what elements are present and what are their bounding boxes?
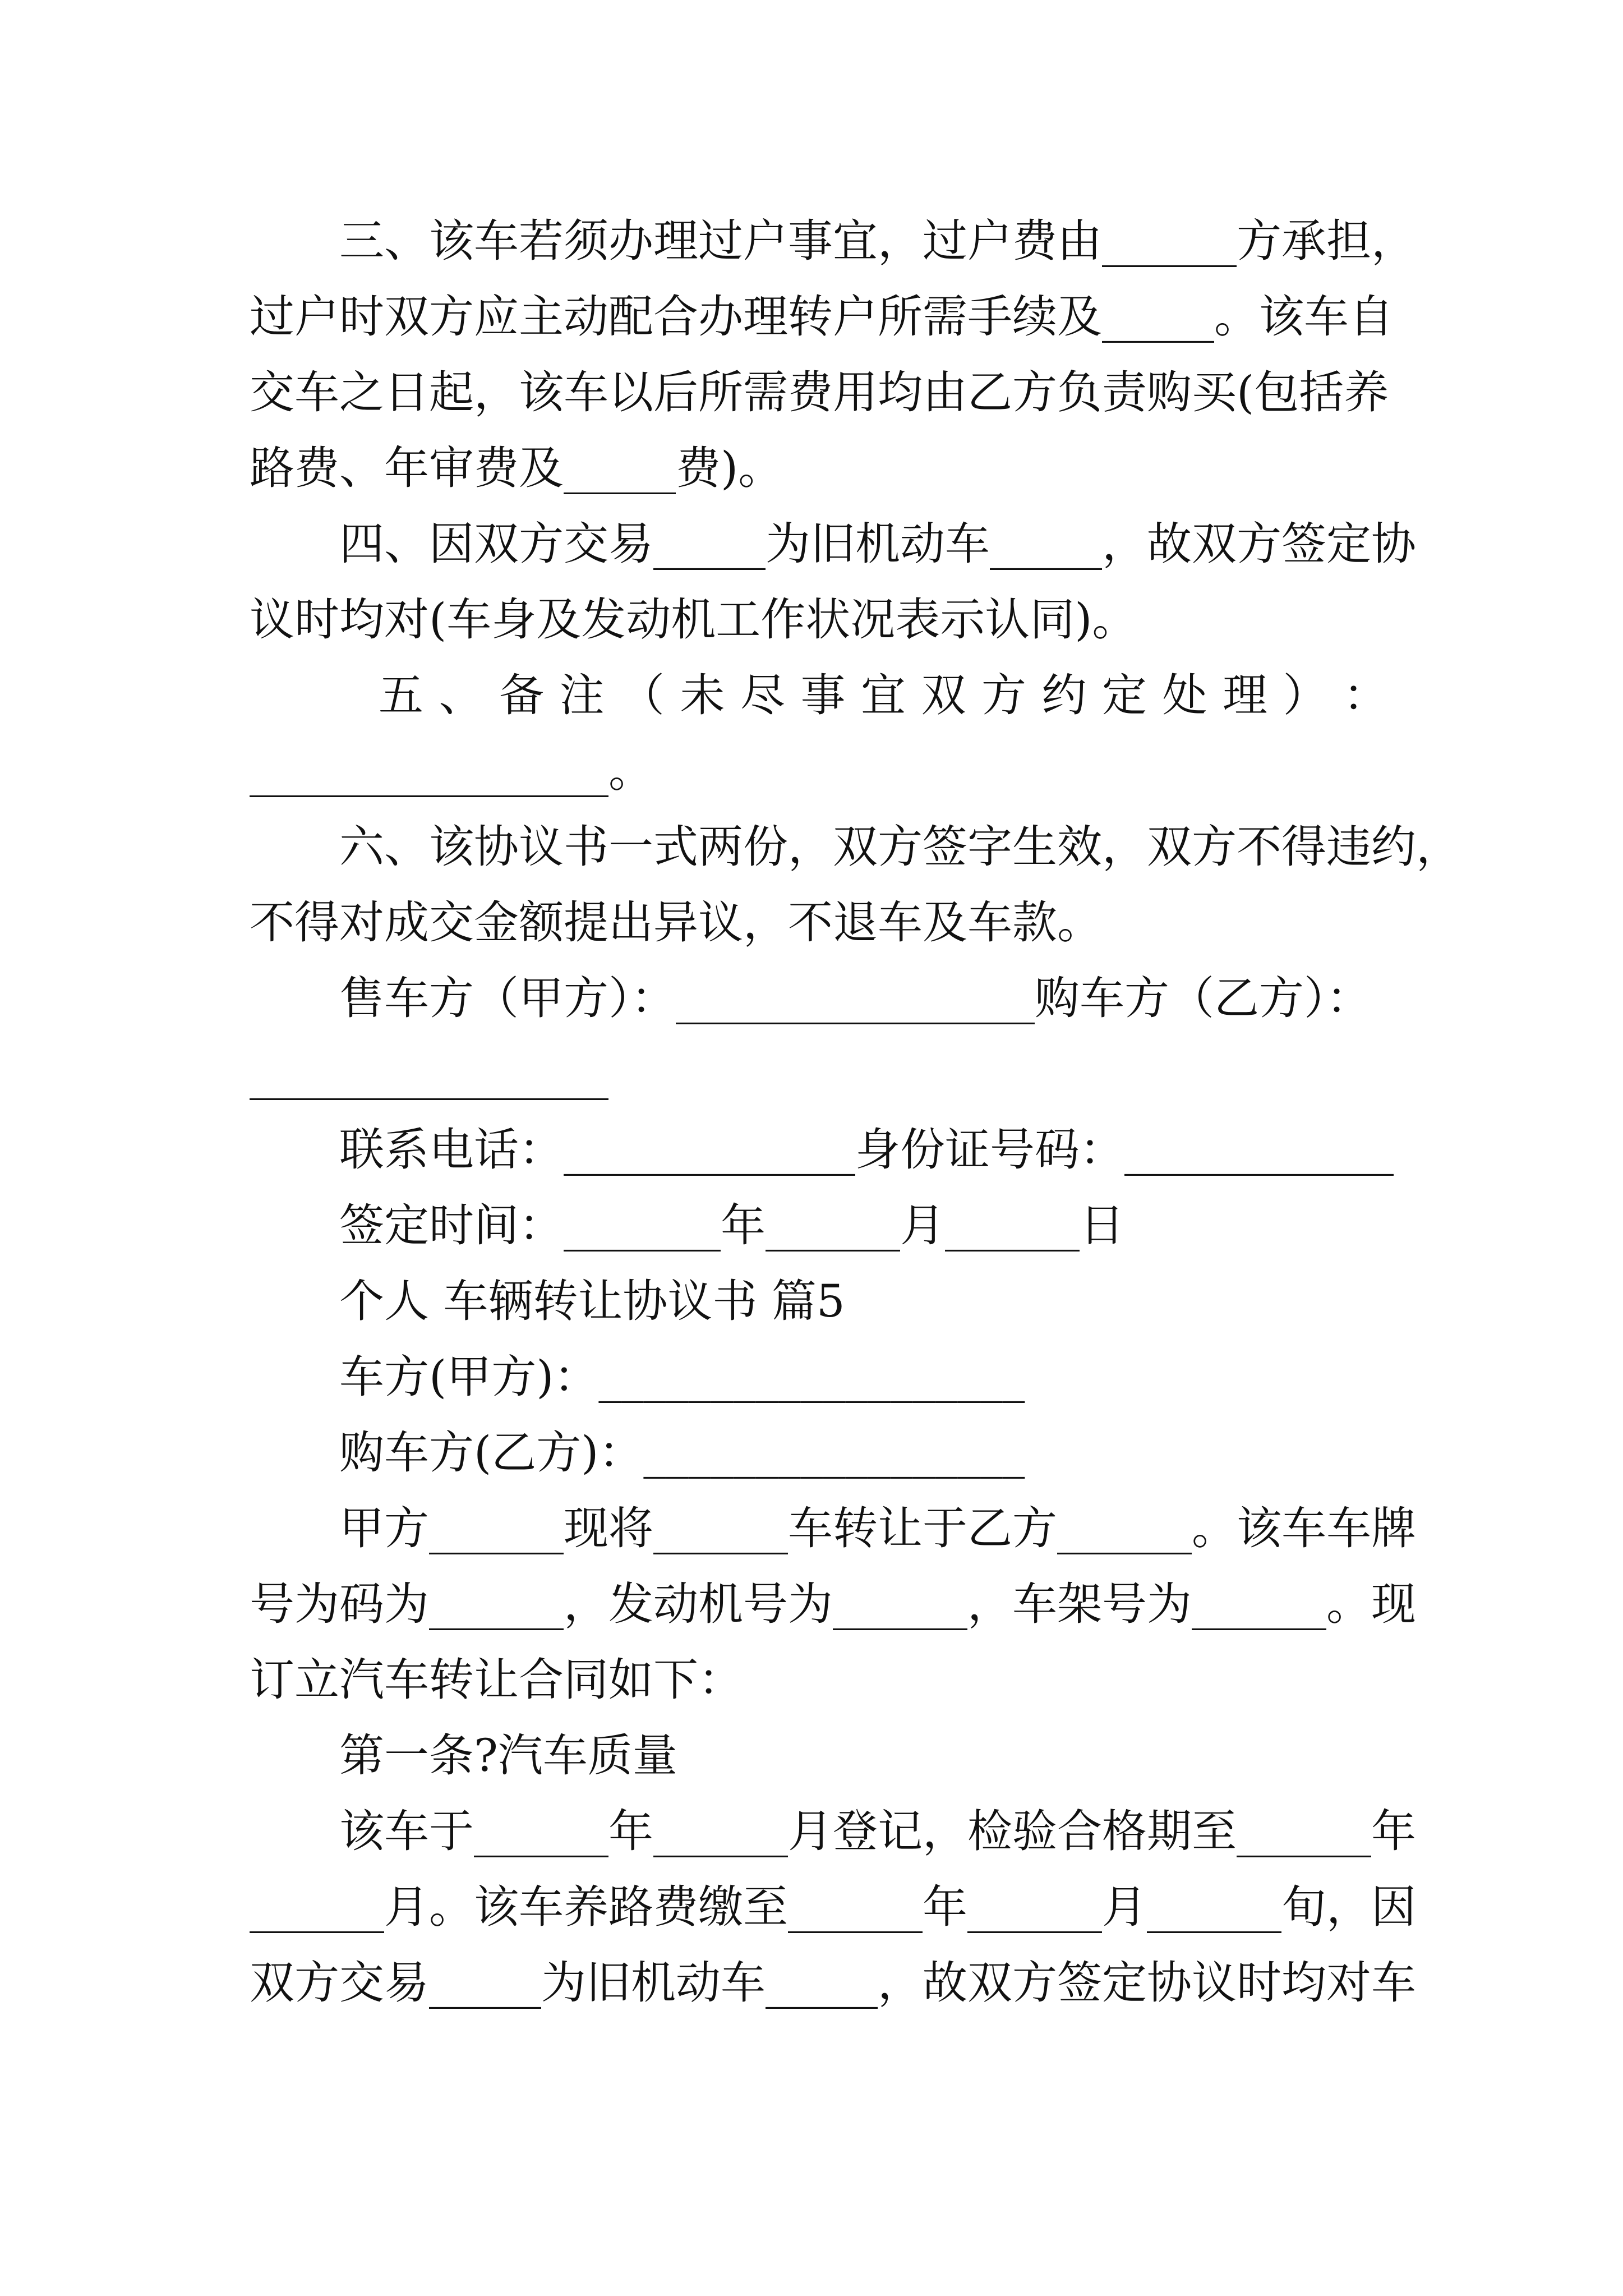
paragraph-line-9: 六、该协议书一式两份，双方签字生效，双方不得违约， — [339, 821, 1461, 873]
spread-glyph: ： — [1343, 669, 1388, 721]
spread-glyph: 备 — [499, 669, 544, 721]
spread-glyph: 定 — [1102, 669, 1147, 721]
paragraph-line-20: 订立汽车转让合同如下： — [250, 1654, 743, 1706]
paragraph-line-5: 四、因双方交易_____为旧机动车_____，故双方签定协 — [339, 518, 1416, 570]
paragraph-line-10: 不得对成交金额提出异议，不退车及车款。 — [250, 896, 1102, 949]
paragraph-line-3: 交车之日起，该车以后所需费用均由乙方负责购买(包括养 — [250, 366, 1389, 418]
paragraph-line-23: ______月。该车养路费缴至______年______月______旬，因 — [250, 1881, 1416, 1933]
paragraph-line-2: 过户时双方应主动配合办理转户所需手续及_____。该车自 — [250, 291, 1394, 343]
paragraph-line-6: 议时均对(车身及发动机工作状况表示认同)。 — [250, 593, 1137, 646]
paragraph-line-16: 车方(甲方)：___________________ — [339, 1351, 1025, 1403]
spread-glyph: 事 — [800, 669, 846, 721]
section-heading: 个人 车辆转让协议书 篇5 — [339, 1275, 845, 1327]
paragraph-line-18: 甲方______现将______车转让于乙方______。该车车牌 — [339, 1502, 1416, 1554]
spread-glyph: 处 — [1162, 669, 1207, 721]
paragraph-line-13: 联系电话：_____________身份证号码：____________ — [339, 1124, 1394, 1176]
article-heading: 第一条?汽车质量 — [339, 1729, 677, 1782]
paragraph-line-22: 该车于______年______月登记，检验合格期至______年 — [339, 1805, 1416, 1857]
spread-glyph: （ — [620, 669, 665, 721]
paragraph-line-7 — [250, 665, 1388, 726]
spread-glyph: 尽 — [740, 669, 785, 721]
paragraph-line-17: 购车方(乙方)：_________________ — [339, 1427, 1025, 1479]
paragraph-line-14: 签定时间：_______年______月______日 — [339, 1199, 1124, 1251]
paragraph-line-4: 路费、年审费及_____费)。 — [250, 442, 783, 494]
paragraph-line-12: ________________ — [250, 1048, 608, 1100]
spread-glyph: 方 — [981, 669, 1026, 721]
paragraph-line-1: 三、该车若须办理过户事宜，过户费由______方承担， — [339, 215, 1416, 267]
spread-glyph: 五 — [379, 669, 423, 721]
spread-glyph: 双 — [921, 669, 966, 721]
spread-glyph: 、 — [439, 669, 484, 721]
spread-glyph: 理 — [1223, 669, 1267, 721]
spread-glyph: ） — [1283, 669, 1328, 721]
spread-glyph: 注 — [559, 669, 605, 721]
spread-glyph: 约 — [1041, 669, 1087, 721]
paragraph-line-8: ________________。 — [250, 745, 653, 797]
paragraph-line-11: 售车方（甲方）：________________购车方（乙方）： — [339, 972, 1371, 1024]
spread-glyph: 未 — [680, 669, 725, 721]
paragraph-line-19: 号为码为______，发动机号为______，车架号为______。现 — [250, 1578, 1416, 1630]
spread-glyph: 宜 — [861, 669, 906, 721]
paragraph-line-24: 双方交易_____为旧机动车_____，故双方签定协议时均对车 — [250, 1957, 1416, 2009]
